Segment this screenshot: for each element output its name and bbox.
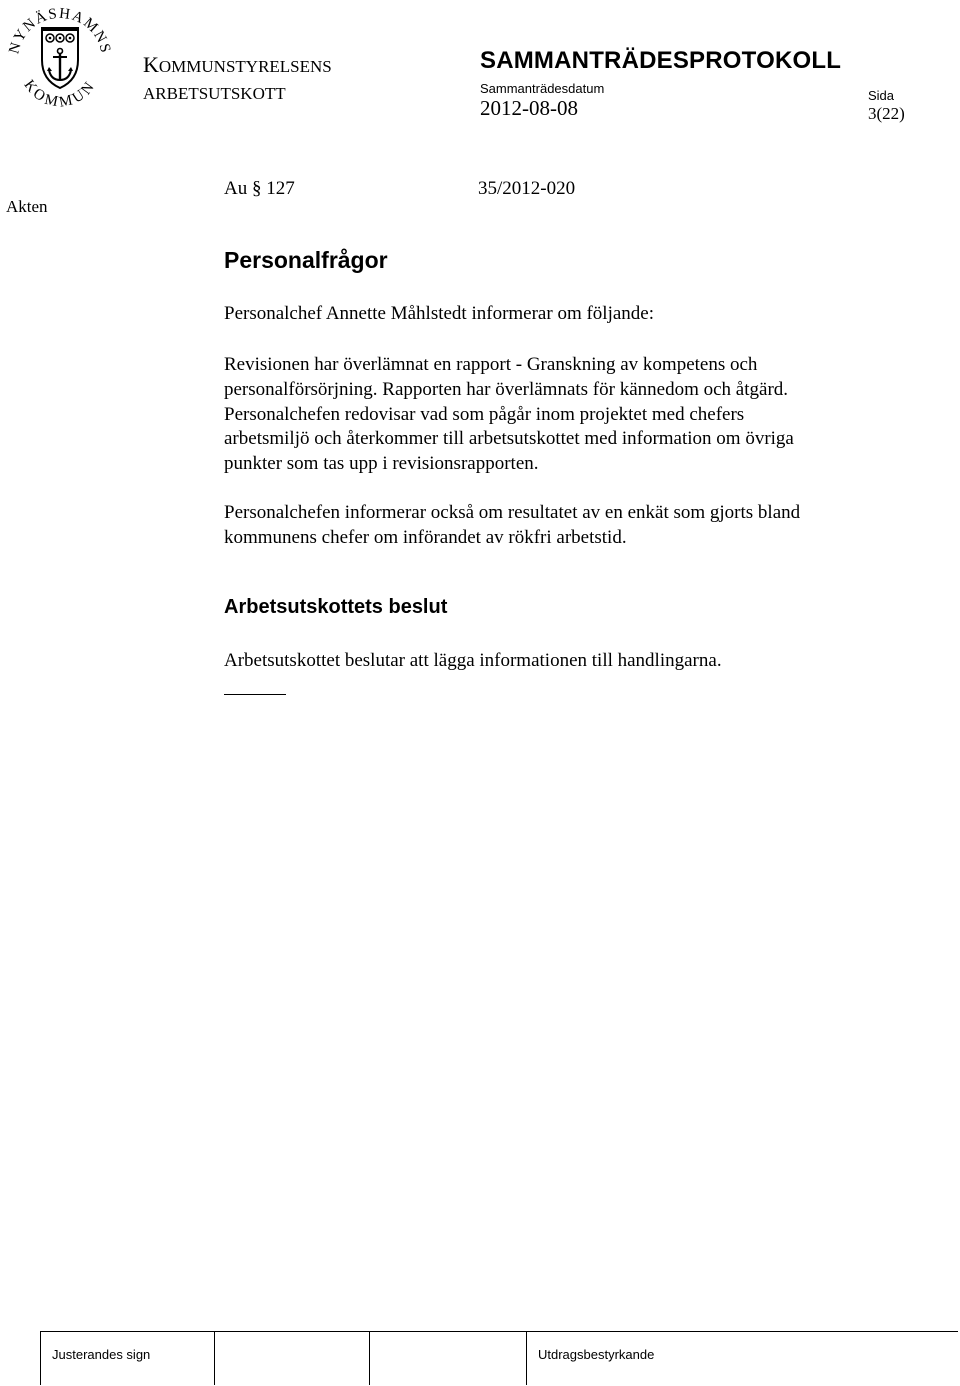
intro-paragraph: Personalchef Annette Måhlstedt informerar om följande: <box>224 303 655 324</box>
survey-paragraph <box>224 501 924 551</box>
signature-footer <box>40 1331 958 1385</box>
margin-note: Akten <box>6 197 48 216</box>
signature-box-1 <box>214 1332 370 1385</box>
municipality-logo <box>4 0 116 112</box>
page-number: 3(22) <box>868 104 905 123</box>
section-title: Personalfrågor <box>224 247 388 273</box>
decision-title: Arbetsutskottets beslut <box>224 596 448 618</box>
committee-name <box>143 52 332 78</box>
paragraph-line: Personalchefen informerar också om resultatet av en enkät som gjorts bland <box>224 502 801 523</box>
page-label: Sida <box>868 88 895 103</box>
meeting-date-label: Sammanträdesdatum <box>480 81 605 96</box>
paragraph-line: Revisionen har överlämnat en rapport - Granskning av kompetens och <box>224 354 758 375</box>
protocol-title: SAMMANTRÄDESPROTOKOLL <box>480 47 842 74</box>
revision-paragraph <box>224 353 924 477</box>
logo-text-bottom: KOMMUN <box>20 77 100 111</box>
extract-certifier-box <box>526 1332 957 1385</box>
adjuster-sign-box <box>40 1332 215 1385</box>
paragraph-line: punkter som tas upp i revisionsrapporten. <box>224 453 539 475</box>
paragraph-line: kommunens chefer om införandet av rökfri arbetstid. <box>224 526 627 548</box>
paragraph-line: arbetsmiljö och återkommer till arbetsutskottet med information om övriga <box>224 428 794 450</box>
committee-name-initial: K <box>143 52 159 77</box>
signature-box-2 <box>369 1332 527 1385</box>
end-of-section-divider <box>224 694 286 695</box>
extract-certifier-label: Utdragsbestyrkande <box>538 1347 655 1362</box>
logo-text-top: NYNÄSHAMNS <box>6 5 114 56</box>
logo-shield-icon <box>42 28 78 88</box>
paragraph-line: Personalchefen redovisar vad som pågår inom projektet med chefers <box>224 403 745 425</box>
decision-text: Arbetsutskottet beslutar att lägga informationen till handlingarna. <box>224 650 722 671</box>
committee-name-rest: OMMUNSTYRELSENS <box>158 57 332 76</box>
adjuster-sign-label: Justerandes sign <box>52 1347 151 1362</box>
paragraph-reference: Au § 127 <box>224 178 295 199</box>
paragraph-line: personalförsörjning. Rapporten har överlämnats för kännedom och åtgärd. <box>224 378 789 400</box>
case-number: 35/2012-020 <box>478 178 576 199</box>
committee-subname: ARBETSUTSKOTT <box>143 84 286 103</box>
meeting-date: 2012-08-08 <box>480 96 578 120</box>
